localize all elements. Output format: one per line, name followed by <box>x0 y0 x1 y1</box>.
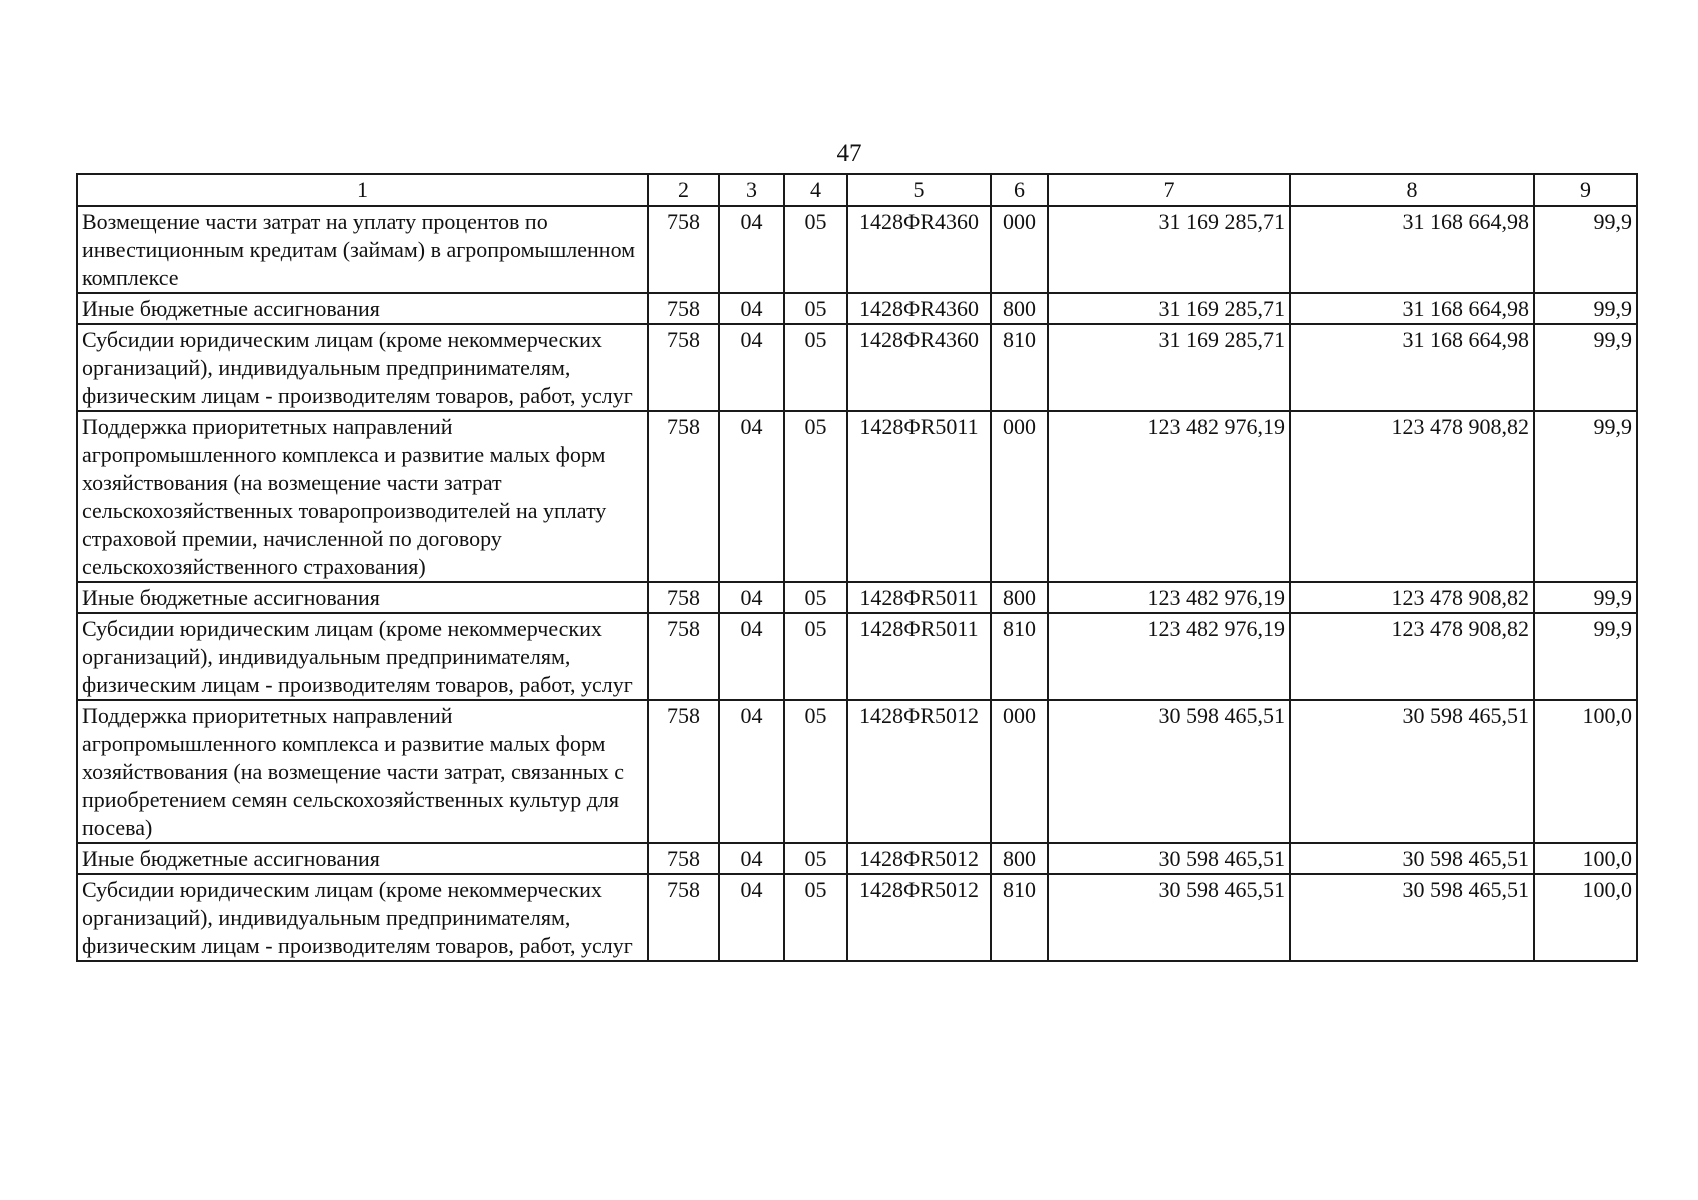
table-row <box>77 206 1637 293</box>
table-row <box>77 874 1637 961</box>
execution-percent: 100,0 <box>1534 700 1637 843</box>
expense-type-code: 810 <box>991 613 1048 700</box>
table-body <box>77 206 1637 961</box>
executed-amount: 123 478 908,82 <box>1290 582 1534 613</box>
column-header: 8 <box>1290 174 1534 206</box>
section-code: 04 <box>719 700 784 843</box>
table-row <box>77 843 1637 874</box>
admin-code: 758 <box>648 843 719 874</box>
row-name: Иные бюджетные ассигнования <box>77 843 648 874</box>
admin-code: 758 <box>648 293 719 324</box>
execution-percent: 99,9 <box>1534 293 1637 324</box>
executed-amount: 30 598 465,51 <box>1290 843 1534 874</box>
column-header: 9 <box>1534 174 1637 206</box>
section-code: 04 <box>719 411 784 582</box>
executed-amount: 31 168 664,98 <box>1290 293 1534 324</box>
row-name: Поддержка приоритетных направлений агропромышленного комплекса и развитие малых форм хозяйствования (на возмещение части затрат, связанных с приобретением семян сельскохозяйственных культур для посева) <box>77 700 648 843</box>
table-row <box>77 293 1637 324</box>
admin-code: 758 <box>648 324 719 411</box>
section-code: 04 <box>719 874 784 961</box>
subsection-code: 05 <box>784 874 847 961</box>
subsection-code: 05 <box>784 613 847 700</box>
column-header: 2 <box>648 174 719 206</box>
row-name: Субсидии юридическим лицам (кроме некоммерческих организаций), индивидуальным предпринимателям, физическим лицам - производителям товаров, работ, услуг <box>77 324 648 411</box>
row-name: Иные бюджетные ассигнования <box>77 582 648 613</box>
header-row <box>77 174 1637 206</box>
target-article-code: 1428ФR4360 <box>847 293 991 324</box>
target-article-code: 1428ФR5011 <box>847 411 991 582</box>
column-header: 7 <box>1048 174 1290 206</box>
row-name: Субсидии юридическим лицам (кроме некоммерческих организаций), индивидуальным предпринимателям, физическим лицам - производителям товаров, работ, услуг <box>77 874 648 961</box>
column-header: 5 <box>847 174 991 206</box>
planned-amount: 30 598 465,51 <box>1048 874 1290 961</box>
planned-amount: 30 598 465,51 <box>1048 843 1290 874</box>
target-article-code: 1428ФR5012 <box>847 874 991 961</box>
planned-amount: 123 482 976,19 <box>1048 582 1290 613</box>
target-article-code: 1428ФR5011 <box>847 613 991 700</box>
admin-code: 758 <box>648 874 719 961</box>
column-header: 6 <box>991 174 1048 206</box>
expense-type-code: 000 <box>991 700 1048 843</box>
expense-type-code: 800 <box>991 582 1048 613</box>
section-code: 04 <box>719 613 784 700</box>
section-code: 04 <box>719 324 784 411</box>
planned-amount: 123 482 976,19 <box>1048 613 1290 700</box>
planned-amount: 31 169 285,71 <box>1048 324 1290 411</box>
execution-percent: 100,0 <box>1534 874 1637 961</box>
subsection-code: 05 <box>784 700 847 843</box>
admin-code: 758 <box>648 700 719 843</box>
executed-amount: 30 598 465,51 <box>1290 700 1534 843</box>
table-row <box>77 324 1637 411</box>
execution-percent: 99,9 <box>1534 324 1637 411</box>
column-header: 3 <box>719 174 784 206</box>
target-article-code: 1428ФR5012 <box>847 843 991 874</box>
execution-percent: 99,9 <box>1534 411 1637 582</box>
subsection-code: 05 <box>784 293 847 324</box>
admin-code: 758 <box>648 613 719 700</box>
execution-percent: 99,9 <box>1534 613 1637 700</box>
expense-type-code: 000 <box>991 411 1048 582</box>
executed-amount: 30 598 465,51 <box>1290 874 1534 961</box>
executed-amount: 123 478 908,82 <box>1290 613 1534 700</box>
execution-percent: 100,0 <box>1534 843 1637 874</box>
expense-type-code: 000 <box>991 206 1048 293</box>
section-code: 04 <box>719 582 784 613</box>
admin-code: 758 <box>648 411 719 582</box>
target-article-code: 1428ФR4360 <box>847 324 991 411</box>
row-name: Субсидии юридическим лицам (кроме некоммерческих организаций), индивидуальным предпринимателям, физическим лицам - производителям товаров, работ, услуг <box>77 613 648 700</box>
section-code: 04 <box>719 293 784 324</box>
planned-amount: 30 598 465,51 <box>1048 700 1290 843</box>
executed-amount: 31 168 664,98 <box>1290 324 1534 411</box>
page-number: 47 <box>836 140 862 167</box>
target-article-code: 1428ФR5012 <box>847 700 991 843</box>
expense-type-code: 810 <box>991 324 1048 411</box>
row-name: Иные бюджетные ассигнования <box>77 293 648 324</box>
expense-type-code: 800 <box>991 293 1048 324</box>
table-header <box>77 174 1637 206</box>
subsection-code: 05 <box>784 843 847 874</box>
target-article-code: 1428ФR4360 <box>847 206 991 293</box>
executed-amount: 31 168 664,98 <box>1290 206 1534 293</box>
table-row <box>77 700 1637 843</box>
section-code: 04 <box>719 843 784 874</box>
expense-type-code: 800 <box>991 843 1048 874</box>
planned-amount: 123 482 976,19 <box>1048 411 1290 582</box>
table-row <box>77 613 1637 700</box>
subsection-code: 05 <box>784 411 847 582</box>
section-code: 04 <box>719 206 784 293</box>
column-header: 4 <box>784 174 847 206</box>
subsection-code: 05 <box>784 582 847 613</box>
table-row <box>77 411 1637 582</box>
admin-code: 758 <box>648 582 719 613</box>
execution-percent: 99,9 <box>1534 206 1637 293</box>
executed-amount: 123 478 908,82 <box>1290 411 1534 582</box>
subsection-code: 05 <box>784 324 847 411</box>
planned-amount: 31 169 285,71 <box>1048 293 1290 324</box>
budget-table <box>76 173 1638 962</box>
expense-type-code: 810 <box>991 874 1048 961</box>
table-row <box>77 582 1637 613</box>
admin-code: 758 <box>648 206 719 293</box>
target-article-code: 1428ФR5011 <box>847 582 991 613</box>
row-name: Поддержка приоритетных направлений агропромышленного комплекса и развитие малых форм хозяйствования (на возмещение части затрат сельскохозяйственных товаропроизводителей на уплату страховой премии, начисленной по договору сельскохозяйственного страхования) <box>77 411 648 582</box>
column-header: 1 <box>77 174 648 206</box>
execution-percent: 99,9 <box>1534 582 1637 613</box>
row-name: Возмещение части затрат на уплату процентов по инвестиционным кредитам (займам) в агропромышленном комплексе <box>77 206 648 293</box>
planned-amount: 31 169 285,71 <box>1048 206 1290 293</box>
subsection-code: 05 <box>784 206 847 293</box>
